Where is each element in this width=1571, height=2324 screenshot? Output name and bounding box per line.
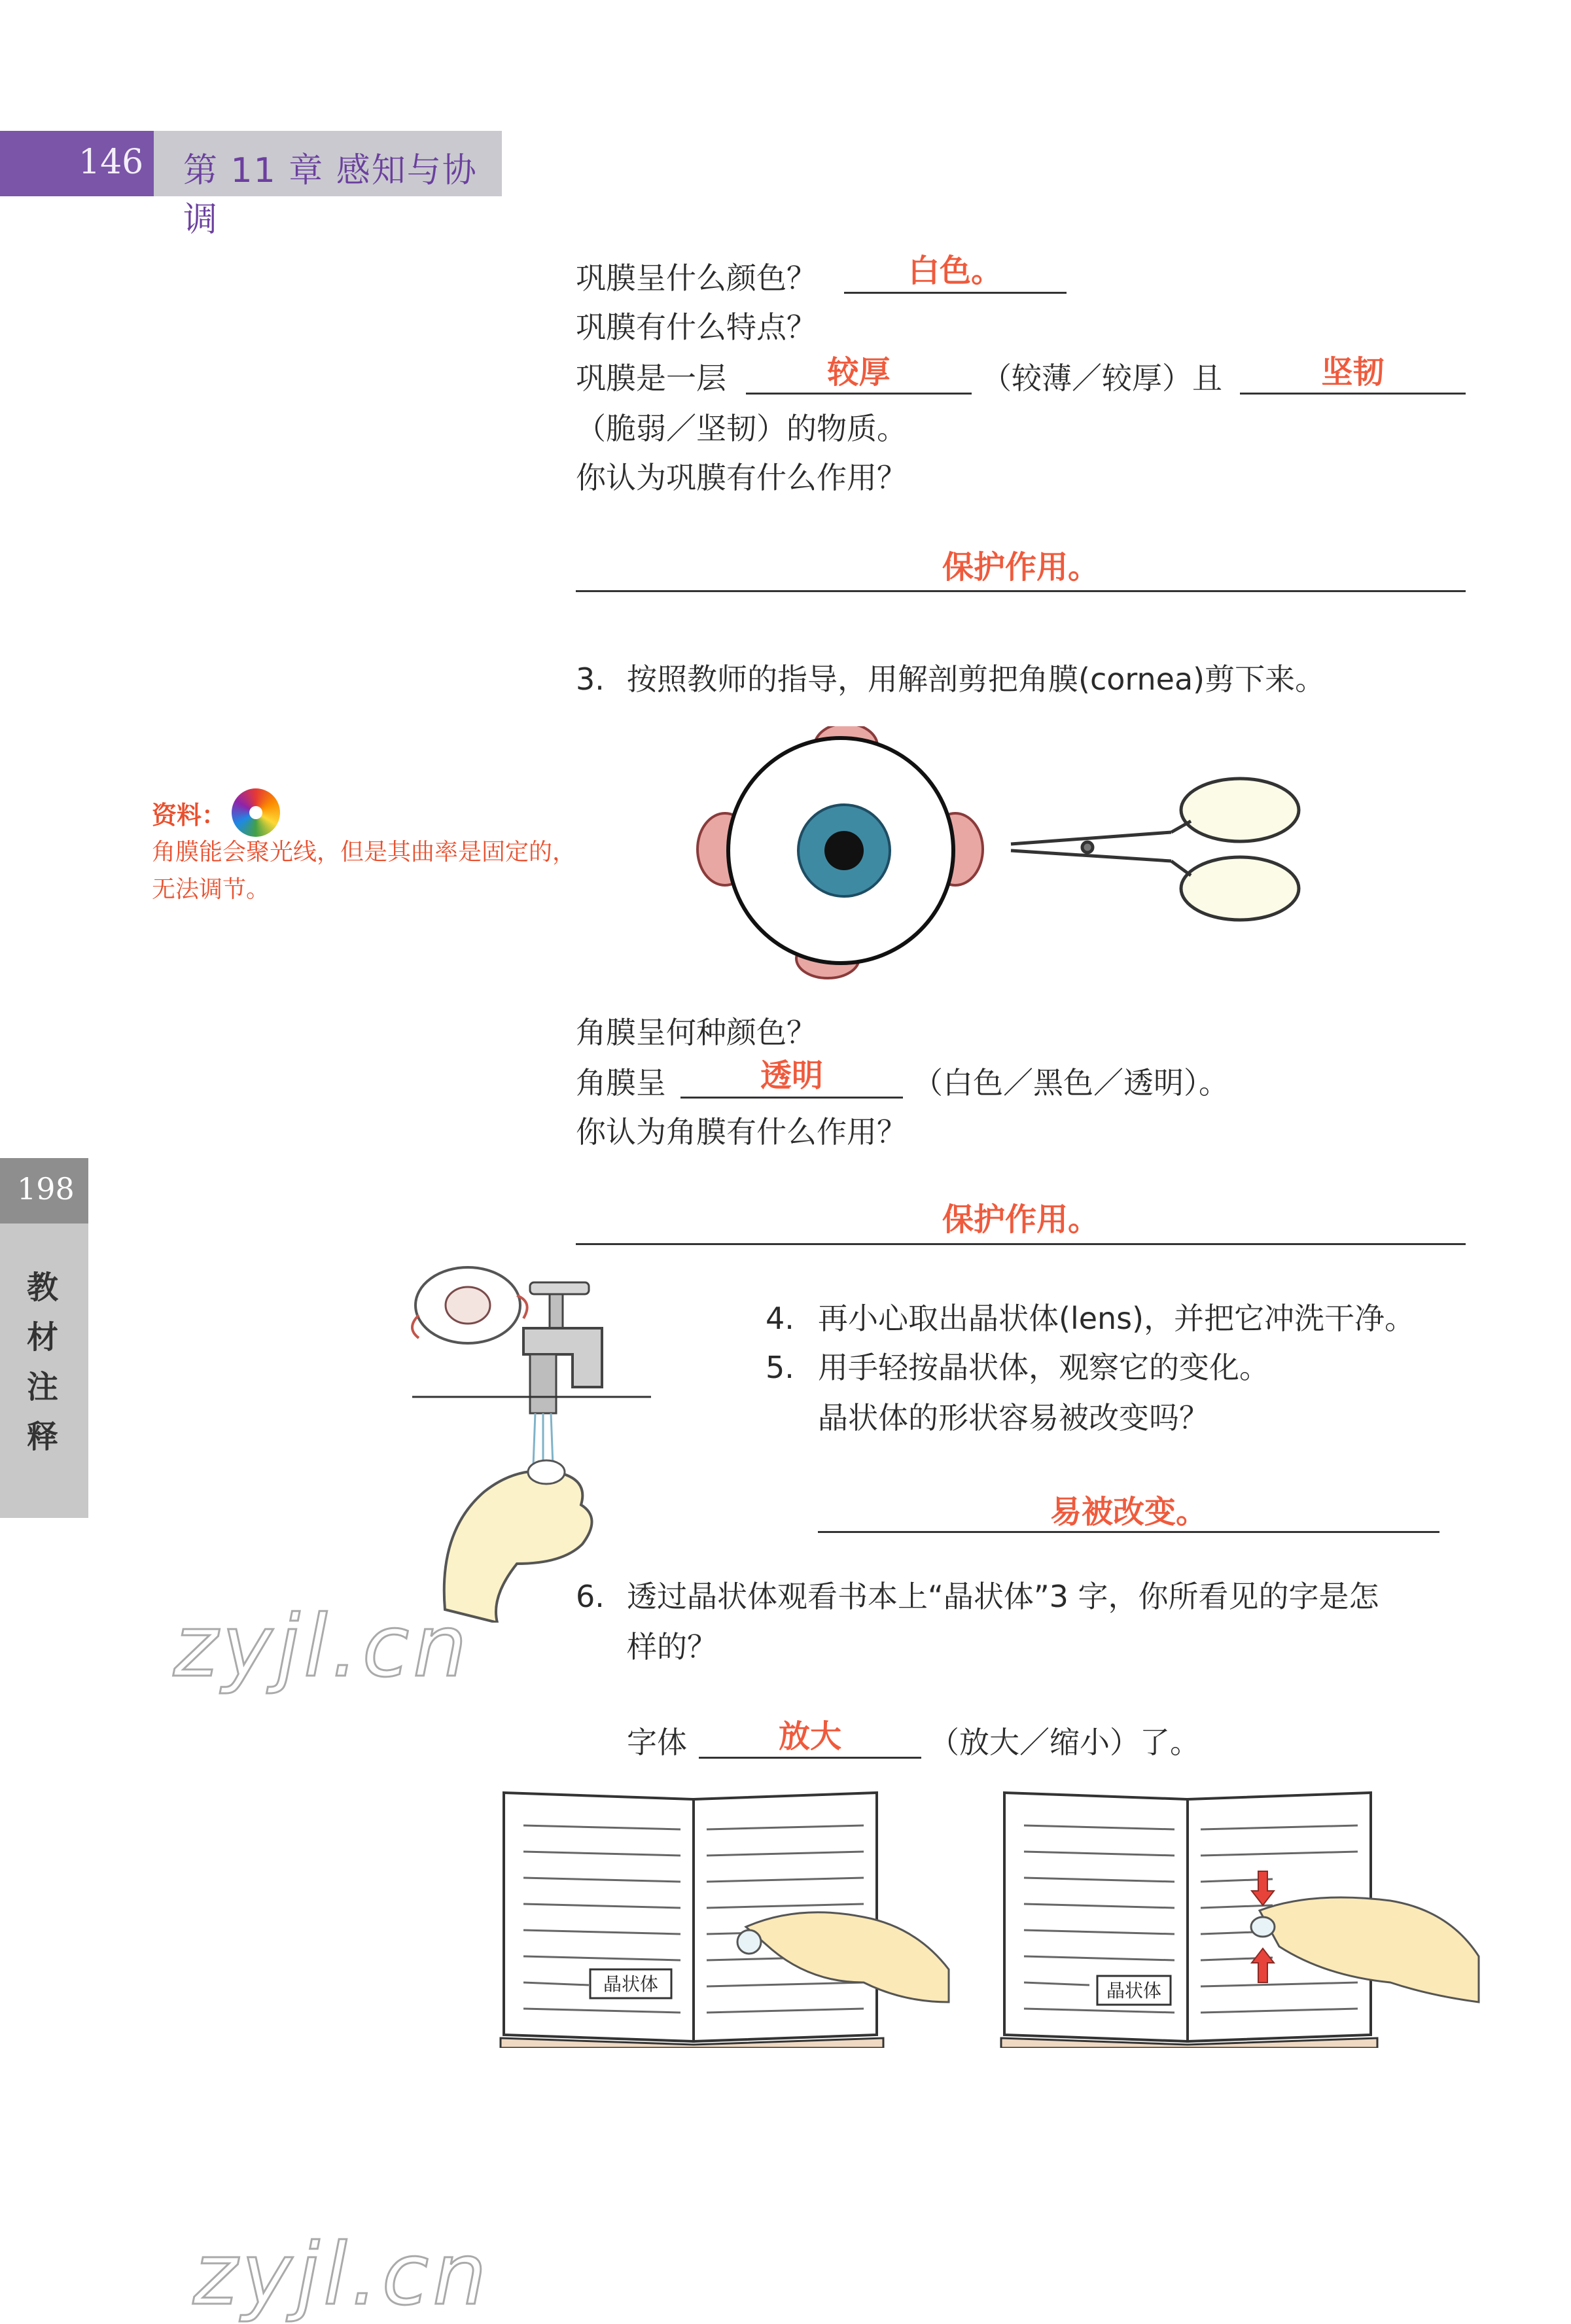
lens-rinse-illustration: [406, 1256, 661, 1623]
sclera-question-function: 你认为巩膜有什么作用？: [576, 460, 907, 495]
answer-thickness: 较厚: [827, 354, 891, 391]
book-label-left: 晶状体: [603, 1973, 659, 1995]
cornea-question-function: 你认为角膜有什么作用？: [576, 1114, 907, 1150]
pupil: [824, 831, 864, 870]
step-6-font-label: 字体: [627, 1725, 687, 1760]
answer-line: [576, 1243, 1466, 1245]
answer-line: [818, 1531, 1439, 1533]
water-stream: [533, 1413, 553, 1466]
page-number: 146: [79, 143, 144, 182]
sclera-question-feature: 巩膜有什么特点？: [576, 309, 817, 345]
step-3-number: 3.: [576, 661, 605, 697]
side-page-number-badge: [0, 1158, 88, 1224]
answer-toughness: 坚韧: [1321, 354, 1385, 391]
sclera-choice-toughness: （脆弱／坚韧）的物质。: [576, 411, 907, 446]
step-4-number: 4.: [766, 1301, 794, 1336]
chapter-title: 第 11 章 感知与协调: [183, 151, 478, 239]
answer-font-size: 放大: [778, 1718, 841, 1755]
answer-cornea-function: 保护作用。: [942, 1201, 1099, 1238]
step-4-text: 再小心取出晶状体(lens)，并把它冲洗干净。: [818, 1301, 1415, 1336]
sclera-question-color: 巩膜呈什么颜色？: [576, 260, 817, 296]
page-number-badge: [0, 131, 154, 196]
book-label-right: 晶状体: [1106, 1980, 1162, 2001]
cornea-question-appearance: 角膜呈: [576, 1065, 666, 1100]
step-3-text: 按照教师的指导，用解剖剪把角膜(cornea)剪下来。: [627, 661, 1326, 697]
answer-sclera-function: 保护作用。: [942, 549, 1099, 586]
lens: [737, 1930, 761, 1954]
sclera-choice-thickness: （较薄／较厚）且: [981, 361, 1222, 396]
answer-line: [680, 1097, 903, 1099]
answer-line: [1240, 393, 1466, 395]
note-line-2: 无法调节。: [152, 876, 270, 903]
answer-cornea-color: 透明: [760, 1057, 823, 1094]
step-6-choice: （放大／缩小）了。: [929, 1725, 1200, 1760]
step-6-number: 6.: [576, 1579, 605, 1614]
lens: [1251, 1917, 1275, 1937]
step-6-line-2: 样的？: [627, 1629, 717, 1664]
book-with-lens-left: [497, 1786, 955, 2048]
cd-icon: [232, 788, 280, 837]
side-tab-label: 教材注释: [26, 1269, 58, 1455]
answer-lens: 易被改变。: [1050, 1494, 1207, 1530]
side-page-number: 198: [17, 1171, 75, 1206]
lens-question: 晶状体的形状容易被改变吗？: [818, 1400, 1209, 1435]
sclera-question-layer: 巩膜是一层: [576, 361, 726, 396]
cornea-choice-color: （白色／黑色／透明）。: [913, 1065, 1229, 1100]
side-tab: [0, 1224, 88, 1518]
answer-line: [746, 393, 972, 395]
chapter-header: [154, 131, 502, 239]
step-5-number: 5.: [766, 1350, 794, 1385]
answer-line: [576, 590, 1466, 592]
book-with-lens-right: [998, 1786, 1482, 2048]
answer-line: [699, 1757, 921, 1759]
faucet-icon: [523, 1282, 602, 1413]
cornea-question-color: 角膜呈何种颜色？: [576, 1015, 817, 1050]
step-6-line-1: 透过晶状体观看书本上“晶状体”3 字，你所看见的字是怎: [627, 1579, 1379, 1614]
eyeball-sketch: [412, 1267, 527, 1343]
note-heading: 资料：: [152, 801, 227, 830]
eye-and-scissors-illustration: [687, 726, 1315, 988]
step-5-text: 用手轻按晶状体，观察它的变化。: [818, 1350, 1269, 1385]
note-line-1: 角膜能会聚光线，但是其曲率是固定的，: [152, 839, 576, 866]
answer-line: [844, 292, 1067, 294]
watermark-bottom: zyjl.cn: [193, 2225, 491, 2324]
scissors-icon: [1011, 779, 1299, 920]
watermark-mid: zyjl.cn: [173, 1596, 471, 1696]
answer-sclera-color: 白色。: [908, 253, 1002, 289]
